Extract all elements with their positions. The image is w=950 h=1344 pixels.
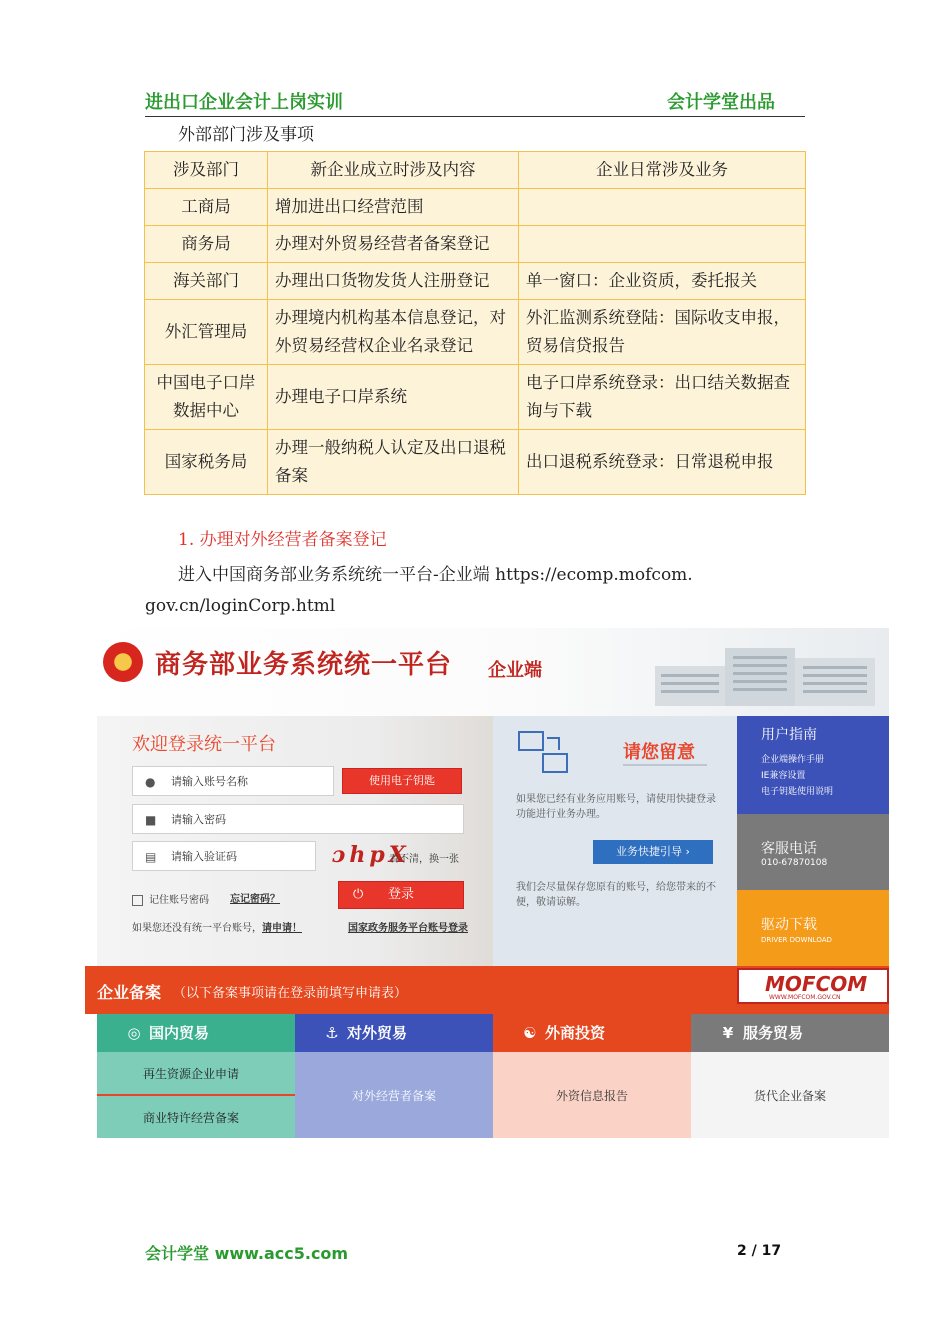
header-title: 进出口企业会计上岗实训	[145, 92, 343, 113]
service-trade-links	[691, 1052, 889, 1138]
computers-icon	[517, 730, 573, 776]
filing-note: （以下备案事项请在登录前填写申请表）	[173, 986, 408, 1001]
portal-subtitle: 企业端	[488, 660, 542, 681]
table-header-row	[145, 152, 806, 189]
table-row	[145, 263, 806, 300]
table-cell-dept: 工商局	[145, 189, 268, 226]
no-account-text	[132, 919, 302, 934]
remember-checkbox[interactable]	[132, 891, 209, 906]
mofcom-logo-text: MOFCOM	[765, 972, 868, 996]
table-row	[145, 430, 806, 495]
ship-icon: ⚓	[325, 1024, 339, 1042]
keyboard-icon: ▤	[145, 850, 157, 864]
table-cell-dept: 商务局	[145, 226, 268, 263]
user-guide-panel	[737, 716, 889, 814]
service-phone-panel	[737, 814, 889, 890]
table-cell-daily: 外汇监测系统登陆：国际收支申报，贸易信贷报告	[519, 300, 806, 365]
user-guide-title: 用户指南	[761, 727, 817, 743]
captcha-placeholder: 请输入验证码	[171, 850, 237, 863]
account-input[interactable]	[132, 766, 334, 796]
domestic-trade-links	[97, 1052, 295, 1138]
foreign-trade-operator-filing-link[interactable]: 对外经营者备案	[351, 1089, 436, 1103]
table-row	[145, 300, 806, 365]
footer-brand: 会计学堂 www.acc5.com	[145, 1244, 349, 1263]
forgot-password-link[interactable]: 忘记密码？	[230, 894, 280, 905]
driver-download-panel[interactable]	[737, 890, 889, 966]
table-cell-dept: 海关部门	[145, 263, 268, 300]
table-cell-daily: 出口退税系统登录：日常退税申报	[519, 430, 806, 495]
guide-link[interactable]: 电子钥匙使用说明	[761, 787, 834, 797]
notice-text-2: 我们会尽量保存您原有的账号，给您带来的不便，敬请谅解。	[516, 882, 716, 908]
department-table	[144, 151, 806, 495]
mofcom-url: WWW.MOFCOM.GOV.CN	[769, 994, 841, 1001]
foreign-trade-links	[295, 1052, 493, 1138]
user-icon: ●	[145, 775, 156, 789]
table-row	[145, 226, 806, 263]
ekey-button[interactable]: 使用电子钥匙	[342, 768, 462, 794]
table-cell-dept: 外汇管理局	[145, 300, 268, 365]
tab-service-trade[interactable]	[691, 1014, 889, 1052]
freight-forwarder-filing-link[interactable]: 货代企业备案	[753, 1089, 826, 1103]
foreign-investment-links	[493, 1052, 691, 1138]
table-cell-dept: 国家税务局	[145, 430, 268, 495]
table-cell-daily: 电子口岸系统登录：出口结关数据查询与下载	[519, 365, 806, 430]
quick-guide-button[interactable]: 业务快捷引导 ›	[593, 840, 713, 864]
notice-divider	[623, 764, 707, 766]
power-icon: ⏻	[353, 887, 364, 902]
captcha-image[interactable]: ɔhpX	[332, 842, 410, 868]
login-title: 欢迎登录统一平台	[132, 734, 276, 755]
service-phone: 010-67870108	[761, 858, 828, 868]
remember-label: 记住账号密码	[149, 895, 209, 906]
gov-login-link[interactable]: 国家政务服务平台账号登录	[348, 923, 468, 934]
mofcom-logo	[737, 968, 889, 1004]
password-input[interactable]	[132, 804, 464, 834]
paragraph-line-2: gov.cn/loginCorp.html	[145, 596, 336, 616]
apply-link[interactable]: 请申请！	[262, 923, 302, 934]
table-cell-new: 办理境内机构基本信息登记，对外贸易经营权企业名录登记	[268, 300, 519, 365]
franchise-filing-link[interactable]: 商业特许经营备案	[143, 1111, 240, 1125]
table-header-cell: 涉及部门	[145, 152, 268, 189]
guide-link[interactable]: 企业端操作手册	[761, 755, 825, 765]
paragraph-line-1: 进入中国商务部业务系统统一平台-企业端 https://ecomp.mofcom.	[178, 565, 693, 585]
table-cell-daily	[519, 226, 806, 263]
table-cell-new: 增加进出口经营范围	[268, 189, 519, 226]
table-cell-new: 办理一般纳税人认定及出口退税备案	[268, 430, 519, 495]
notice-panel	[493, 716, 737, 966]
guide-link[interactable]: IE兼容设置	[761, 771, 806, 781]
table-row	[145, 189, 806, 226]
tab-foreign-investment[interactable]	[493, 1014, 691, 1052]
foreign-investment-report-link[interactable]: 外资信息报告	[555, 1089, 628, 1103]
portal-title: 商务部业务系统统一平台	[155, 650, 453, 680]
password-placeholder: 请输入密码	[171, 813, 226, 826]
table-header-cell: 企业日常涉及业务	[519, 152, 806, 189]
lock-icon: ■	[145, 813, 157, 827]
portal-banner	[85, 628, 889, 716]
driver-title: 驱动下载	[761, 917, 817, 933]
section-intro: 外部部门涉及事项	[178, 125, 314, 145]
header-brand: 会计学堂出品	[667, 92, 775, 113]
login-label: 登录	[387, 887, 414, 902]
login-button[interactable]	[338, 881, 464, 909]
coins-icon: ☯	[523, 1024, 537, 1042]
captcha-refresh-link[interactable]: 看不清，换一张	[389, 854, 459, 865]
table-header-cell: 新企业成立时涉及内容	[268, 152, 519, 189]
no-account-label: 如果您还没有统一平台账号，	[132, 923, 262, 934]
step-heading: 1. 办理对外经营者备案登记	[178, 530, 387, 550]
service-title: 客服电话	[761, 841, 817, 857]
driver-subtitle: DRIVER DOWNLOAD	[761, 936, 832, 944]
renewable-resource-link[interactable]: 再生资源企业申请	[143, 1067, 240, 1081]
list-item[interactable]	[97, 1052, 295, 1096]
page-number: 2 / 17	[737, 1243, 782, 1259]
portal-screenshot	[85, 628, 889, 1138]
table-cell-new: 办理电子口岸系统	[268, 365, 519, 430]
table-row	[145, 365, 806, 430]
notice-text-1: 如果您已经有业务应用账号，请使用快捷登录功能进行业务办理。	[516, 794, 716, 820]
building-image-icon	[645, 636, 885, 712]
tab-foreign-trade[interactable]	[295, 1014, 493, 1052]
table-cell-daily: 单一窗口：企业资质，委托报关	[519, 263, 806, 300]
table-cell-dept: 中国电子口岸数据中心	[145, 365, 268, 430]
tab-label: 对外贸易	[347, 1024, 408, 1042]
checkbox-box[interactable]	[132, 895, 143, 906]
tab-label: 服务贸易	[743, 1024, 804, 1042]
filing-title: 企业备案	[97, 983, 162, 1002]
header-divider	[145, 116, 805, 117]
yen-hand-icon: ¥	[722, 1024, 734, 1042]
globe-icon: ◎	[127, 1024, 141, 1042]
table-cell-new: 办理出口货物发货人注册登记	[268, 263, 519, 300]
table-cell-daily	[519, 189, 806, 226]
tab-label: 外商投资	[545, 1024, 606, 1042]
login-panel	[97, 716, 493, 966]
tab-label: 国内贸易	[149, 1024, 210, 1042]
table-cell-new: 办理对外贸易经营者备案登记	[268, 226, 519, 263]
quick-guide-label: 业务快捷引导	[616, 845, 683, 858]
tab-domestic-trade[interactable]	[97, 1014, 295, 1052]
notice-title: 请您留意	[623, 742, 695, 763]
account-placeholder: 请输入账号名称	[171, 775, 248, 788]
national-emblem-icon	[103, 642, 143, 682]
captcha-input[interactable]	[132, 841, 316, 871]
